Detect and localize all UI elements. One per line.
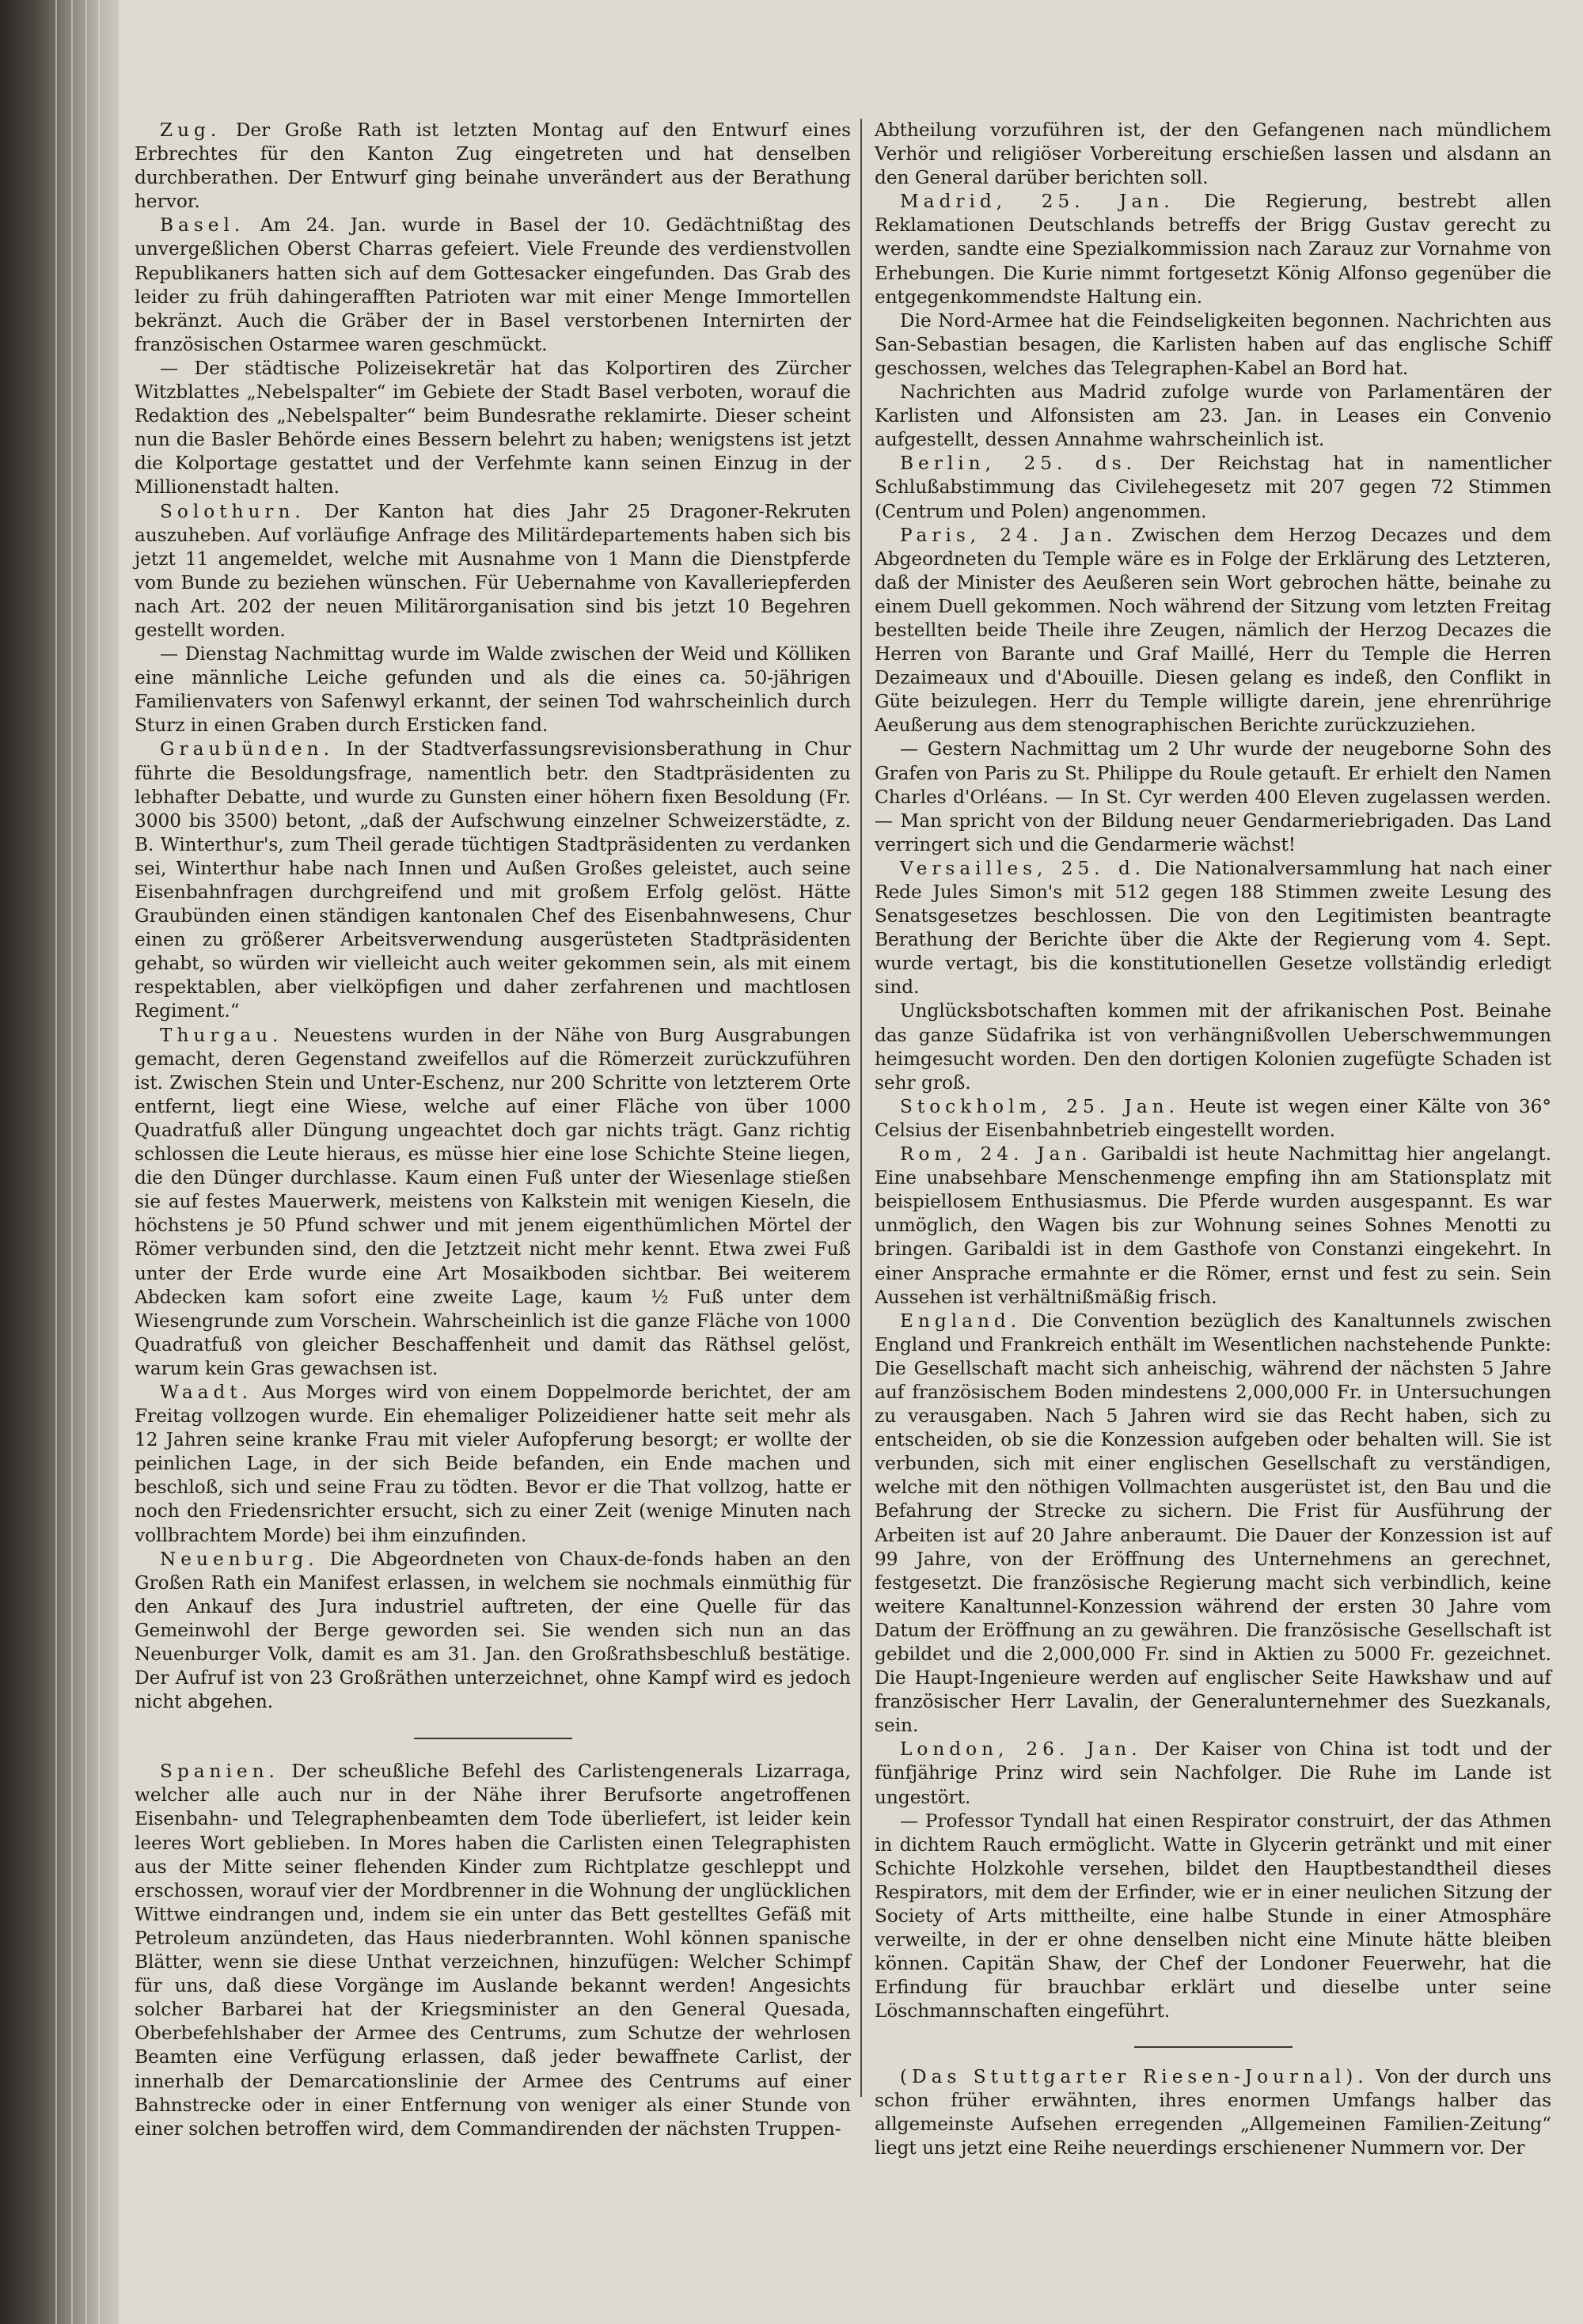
article-berlin	[875, 452, 1551, 523]
article-spanien-continued: Abtheilung vorzuführen ist, der den Gefangenen nach mündlichem Verhör und religiöser Vorbereitung erschießen lassen und alsdann an den General darüber berichten soll.	[875, 119, 1551, 189]
place-heading: Berlin, 25. ds.	[900, 453, 1137, 475]
article-text: Die Convention bezüglich des Kanaltunnels zwischen England und Frankreich enthält im Wesentlichen nachstehende Punkte: Die Gesellschaft macht sich anheischig, während der nächsten 5 Jahre auf französischem Boden mindestens 2,000,000 Fr. in Untersuchungen zu verausgaben. Nach 5 Jahren wird sie das Recht haben, sich zu entscheiden, ob sie die Konzession aufgeben oder behalten will. Sie ist verbunden, sich mit einer englischen Gesellschaft zu verständigen, welche mit den nöthigen Vollmachten ausgerüstet ist, den Bau und die Befahrung der Strecke zu sichern. Die Frist für Ausführung der Arbeiten ist auf 20 Jahre anberaumt. Die Dauer der Konzession ist auf 99 Jahre, von der Eröffnung des Unternehmens an gerechnet, festgesetzt. Die französische Regierung macht sich verbindlich, keine weitere Kanaltunnel-Konzession während der ersten 30 Jahre vom Datum der Eröffnung an zu gewähren. Die französische Gesellschaft ist gebildet und die 2,000,000 Fr. sind in Aktien zu 5000 Fr. gezeichnet. Die Haupt-Ingenieure werden auf englischer Seite Hawkshaw und auf französischer Herr Lavalin, der Generalunternehmer des Suezkanals, sein.	[875, 1310, 1551, 1737]
left-column	[135, 119, 851, 2141]
article-text: Heute ist wegen einer Kälte von 36° Celsius der Eisenbahnbetrieb eingestellt worden.	[875, 1095, 1551, 1141]
article-basel	[135, 214, 851, 357]
article-stockholm	[875, 1095, 1551, 1143]
article-rom	[875, 1143, 1551, 1310]
article-text: In der Stadtverfassungsrevisionsberathung in Chur führte die Besoldungsfrage, namentlich betr. den Stadtpräsidenten zu lebhafter Debatte, und wurde zu Gunsten einer höhern fixen Besoldung (Fr. 3000 bis 3500) betont, „daß der Aufschwung einzelner Schweizerstädte, z. B. Winterthur's, zum Theil gerade tüchtigen Stadtpräsidenten zu verdanken sei, Winterthur habe nach Innen und Außen Großes geleistet, auch seine Eisenbahnfragen durchgreifend und mit großem Erfolg gelöst. Hätte Graubünden einen ständigen kantonalen Chef des Eisenbahnwesens, Chur einen zu größerer Arbeitsverwendung ausgerüsteten Stadtpräsidenten gehabt, so würden wir vielleicht auch weiter gekommen sein, als mit einem respektablen, aber vielköpfigen und daher zerfahrenen und machtlosen Regiment.“	[135, 738, 851, 1022]
place-heading: Neuenburg.	[160, 1548, 319, 1570]
section-divider	[1134, 2046, 1293, 2048]
article-text: Die Regierung, bestrebt allen Reklamationen Deutschlands betreffs der Brigg Gustav gerecht zu werden, sandte eine Spezialkommission nach Zarauz zur Vornahme von Erhebungen. Die Kurie nimmt fortgesetzt König Alfonso gegenüber die entgegenkommendste Haltung ein.	[875, 191, 1551, 308]
place-heading: Paris, 24. Jan.	[900, 524, 1118, 546]
place-heading: Graubünden.	[160, 738, 334, 760]
page-edge	[55, 0, 57, 2324]
article-basel-2: — Der städtische Polizeisekretär hat das Kolportiren des Zürcher Witzblattes „Nebelspalter“ im Gebiete der Stadt Basel verboten, worauf die Redaktion des „Nebelspalter“ beim Bundesrathe reklamirte. Dieser scheint nun die Basler Behörde eines Bessern belehrt zu haben; wenigstens ist jetzt die Kolportage gestattet und der Verfehmte kann seinen Einzug in der Millionenstadt halten.	[135, 357, 851, 499]
right-column	[875, 119, 1551, 2160]
article-madrid	[875, 190, 1551, 309]
page-edge	[85, 0, 87, 2324]
article-suedafrika: Unglücksbotschaften kommen mit der afrikanischen Post. Beinahe das ganze Südafrika ist von verhängnißvollen Ueberschwemmungen heimgesucht worden. Den den dortigen Kolonien zugefügte Schaden ist sehr groß.	[875, 1000, 1551, 1094]
newspaper-page	[119, 0, 1583, 2324]
article-nordarmee: Die Nord-Armee hat die Feindseligkeiten begonnen. Nachrichten aus San-Sebastian besagen, die Karlisten haben auf das englische Schiff geschossen, welches das Telegraphen-Kabel an Bord hat.	[875, 309, 1551, 379]
article-neuenburg	[135, 1548, 851, 1715]
place-heading: Madrid, 25. Jan.	[900, 191, 1175, 213]
place-heading: Spanien.	[160, 1761, 279, 1783]
article-thurgau	[135, 1024, 851, 1381]
article-solothurn-2: — Dienstag Nachmittag wurde im Walde zwischen der Weid und Kölliken eine männliche Leiche gefunden und als die eines ca. 50-jährigen Familienvaters von Safenwyl erkannt, der seinen Tod wahrscheinlich durch Sturz in einen Graben durch Ersticken fand.	[135, 643, 851, 737]
page-edge	[71, 0, 73, 2324]
article-text: Der Kaiser von China ist todt und der fünfjährige Prinz wird sein Nachfolger. Die Ruhe im Lande ist ungestört.	[875, 1738, 1551, 1808]
place-heading: Waadt.	[160, 1381, 252, 1403]
article-versailles	[875, 857, 1551, 1000]
article-text: Der Große Rath ist letzten Montag auf den Entwurf eines Erbrechtes für den Kanton Zug eingetreten und hat denselben durchberathen. Der Entwurf ging beinahe unverändert aus der Berathung hervor.	[135, 119, 851, 213]
article-london-2: — Professor Tyndall hat einen Respirator construirt, der das Athmen in dichtem Rauch ermöglicht. Watte in Glycerin getränkt und mit einer Schichte Holzkohle versehen, bildet den Hauptbestandtheil dieses Respirators, mit dem der Erfinder, wie er in einer neulichen Sitzung der Society of Arts mittheilte, eine halbe Stunde in einer Atmosphäre verweilte, in der er ohne denselben nicht eine Minute hätte bleiben können. Capitän Shaw, der Chef der Londoner Feuerwehr, hat die Erfindung für brauchbar erklärt und dieselbe unter seine Löschmannschaften eingeführt.	[875, 1810, 1551, 2023]
article-zug	[135, 119, 851, 214]
place-heading: England.	[900, 1310, 1022, 1332]
place-heading: Versailles, 25. d.	[900, 857, 1146, 879]
article-text: Die Nationalversammlung hat nach einer Rede Jules Simon's mit 512 gegen 188 Stimmen zweite Lesung des Senatsgesetzes beschlossen. Die von den Legitimisten beantragte Berathung der Berichte über die Akte der Regierung vom 4. Sept. wurde vertagt, bis die konstitutionellen Gesetze vollständig erledigt sind.	[875, 857, 1552, 999]
article-text: Neuestens wurden in der Nähe von Burg Ausgrabungen gemacht, deren Gegenstand zweifellos auf die Römerzeit zurückzuführen ist. Zwischen Stein und Unter-Eschenz, nur 200 Schritte von letzterem Orte entfernt, liegt eine Wiese, welche auf einer Fläche von über 1000 Quadratfuß aller Düngung ungeachtet doch gar nichts trägt. Ganz richtig schlossen die Leute hieraus, es müsse hier eine lose Schichte Steine liegen, die den Dünger durchlasse. Kaum einen Fuß unter der Wiesenlage stießen sie auf festes Mauerwerk, meistens von Kalkstein mit wenigen Kieseln, die höchstens je 50 Pfund schwer und mit jenem eigenthümlichen Mörtel der Römer verbunden sind, den die Jetztzeit nicht mehr kennt. Etwa zwei Fuß unter der Erde wurde eine Art Mosaikboden sichtbar. Bei weiterem Abdecken kam sofort eine zweite Lage, kaum ½ Fuß unter dem Wiesengrunde zum Vorschein. Wahrscheinlich ist die ganze Fläche von 1000 Quadratfuß von gleicher Beschaffenheit und damit das Räthsel gelöst, warum kein Gras gewachsen ist.	[135, 1024, 851, 1379]
page-edge	[98, 0, 100, 2324]
place-heading: London, 26. Jan.	[900, 1738, 1142, 1761]
article-text: Der scheußliche Befehl des Carlistengenerals Lizarraga, welcher alle auch nur in der Nähe ihrer Berufsorte angetroffenen Eisenbahn- und Telegraphenbeamten dem Tode überliefert, ist leider kein leeres Wort geblieben. In Mores haben die Carlisten einen Telegraphisten aus der Mitte seiner flehenden Kinder zum Richtplatze geschleppt und erschossen, worauf vier der Mordbrenner in die Wohnung der unglücklichen Wittwe eindrangen und, indem sie ein unter das Bett gestelltes Gefäß mit Petroleum anzündeten, das Haus niederbrannten. Wohl können spanische Blätter, wenn sie diese Unthat verzeichnen, hinzufügen: Welcher Schimpf für uns, daß diese Vorgänge im Auslande bekannt werden! Angesichts solcher Barbarei hat der Kriegsminister an den General Quesada, Oberbefehlshaber der Armee des Centrums, zum Schutze der wehrlosen Beamten eine Verfügung erlassen, daß jeder bewaffnete Carlist, der innerhalb der Demarcationslinie der Armee des Centrums auf einer Bahnstrecke oder in einer Entfernung von weniger als einer Stunde von einer solchen betroffen wird, dem Commandirenden der nächsten Truppen-	[135, 1761, 851, 2140]
article-graubuenden	[135, 737, 851, 1023]
article-paris-2: — Gestern Nachmittag um 2 Uhr wurde der neugeborne Sohn des Grafen von Paris zu St. Philippe du Roule getauft. Er erhielt den Namen Charles d'Orléans. — In St. Cyr werden 400 Eleven zugelassen werden. — Man spricht von der Bildung neuer Gendarmeriebrigaden. Das Land verringert sich und die Gendarmerie wächst!	[875, 738, 1551, 855]
article-text: Der Reichstag hat in namentlicher Schlußabstimmung das Civilehegesetz mit 207 gegen 72 Stimmen (Centrum und Polen) angenommen.	[875, 453, 1552, 522]
place-heading: Basel.	[160, 214, 245, 237]
article-spanien	[135, 1760, 851, 2141]
article-text: Die Abgeordneten von Chaux-de-fonds haben an den Großen Rath ein Manifest erlassen, in welchem sie nochmals einmüthig für den Ankauf des Jura industriel auftreten, der eine Quelle für das Gemeinwohl der Berge geworden sei. Sie wenden sich nun an das Neuenburger Volk, damit es am 31. Jan. den Großrathsbeschluß bestätige. Der Aufruf ist von 23 Großräthen unterzeichnet, ohne Kampf wird es jedoch nicht abgehen.	[135, 1548, 851, 1713]
article-text: Garibaldi ist heute Nachmittag hier angelangt. Eine unabsehbare Menschenmenge empfing ihn am Stationsplatz mit beispiellosem Enthusiasmus. Die Pferde wurden ausgespannt. Es war unmöglich, den Wagen bis zur Wohnung seines Sohnes Menotti zu bringen. Garibaldi ist in dem Gasthofe von Constanzi eingekehrt. In einer Ansprache ermahnte er die Römer, ernst und fest zu sein. Sein Aussehen ist verhältnißmäßig frisch.	[875, 1143, 1552, 1308]
place-heading: Solothurn.	[160, 500, 306, 522]
book-binding	[0, 0, 119, 2324]
article-madrid-2: Nachrichten aus Madrid zufolge wurde von Parlamentären der Karlisten und Alfonsisten am 23. Jan. in Leases ein Convenio aufgestellt, dessen Annahme wahrscheinlich ist.	[875, 381, 1551, 451]
place-heading: (Das Stuttgarter Riesen-Journal).	[900, 2065, 1369, 2087]
article-england	[875, 1310, 1551, 1738]
article-paris	[875, 524, 1551, 738]
place-heading: Rom, 24. Jan.	[900, 1143, 1092, 1166]
place-heading: Thurgau.	[160, 1024, 283, 1046]
place-heading: Zug.	[160, 119, 222, 141]
article-text: Zwischen dem Herzog Decazes und dem Abgeordneten du Temple wäre es in Folge der Erklärung des Letzteren, daß der Minister des Aeußeren sein Wort gebrochen hätte, beinahe zu einem Duell gekommen. Noch während der Sitzung vom letzten Freitag bestellten beide Theile ihre Zeugen, nämlich der Herzog Decazes die Herren von Barante und Graf Maillé, Herr du Temple die Herren Dezaimeaux und d'Abouille. Diesen gelang es indeß, den Conflikt in Güte beizulegen. Herr du Temple willigte darein, jene ehrenrührige Aeußerung aus dem stenographischen Berichte zurückzuziehen.	[875, 524, 1551, 737]
article-london	[875, 1738, 1551, 1809]
column-rule	[860, 119, 862, 2097]
section-divider	[414, 1738, 572, 1739]
article-text: Der Kanton hat dies Jahr 25 Dragoner-Rekruten auszuheben. Auf vorläufige Anfrage des Militärdepartements haben sich bis jetzt 11 angemeldet, welche mit Ausnahme von 1 Mann die Dienstpferde vom Bunde zu beziehen wünschen. Für Uebernahme von Kavalleriepferden nach Art. 202 der neuen Militärorganisation sind bis jetzt 10 Begehren gestellt worden.	[135, 500, 851, 641]
article-text: Von der durch uns schon früher erwähnten, ihres enormen Umfangs halber das allgemeinste Aufsehen erregenden „Allgemeinen Familien-Zeitung“ liegt uns jetzt eine Reihe neuerdings erschienener Nummern vor. Der	[875, 2065, 1551, 2159]
article-journal	[875, 2065, 1551, 2160]
article-text: Am 24. Jan. wurde in Basel der 10. Gedächtnißtag des unvergeßlichen Oberst Charras gefeiert. Viele Freunde des verdienstvollen Republikaners hatten sich auf dem Gottesacker eingefunden. Das Grab des leider zu früh dahingerafften Patrioten war mit einer Menge Immortellen bekränzt. Auch die Gräber der in Basel verstorbenen Internirten der französischen Ostarmee waren geschmückt.	[135, 214, 852, 355]
article-solothurn	[135, 500, 851, 643]
article-text: Aus Morges wird von einem Doppelmorde berichtet, der am Freitag vollzogen wurde. Ein ehemaliger Polizeidiener hatte seit mehr als 12 Jahren seine kranke Frau mit vieler Aufopferung besorgt; er wollte der peinlichen Lage, in der sich Beide befanden, ein Ende machen und beschloß, sich und seine Frau zu tödten. Bevor er die That vollzog, hatte er noch den Friedensrichter ersucht, sich zu einer Zeit (wenige Minuten nach vollbrachtem Morde) bei ihm einzufinden.	[135, 1381, 851, 1546]
article-waadt	[135, 1381, 851, 1548]
place-heading: Stockholm, 25. Jan.	[900, 1095, 1179, 1117]
